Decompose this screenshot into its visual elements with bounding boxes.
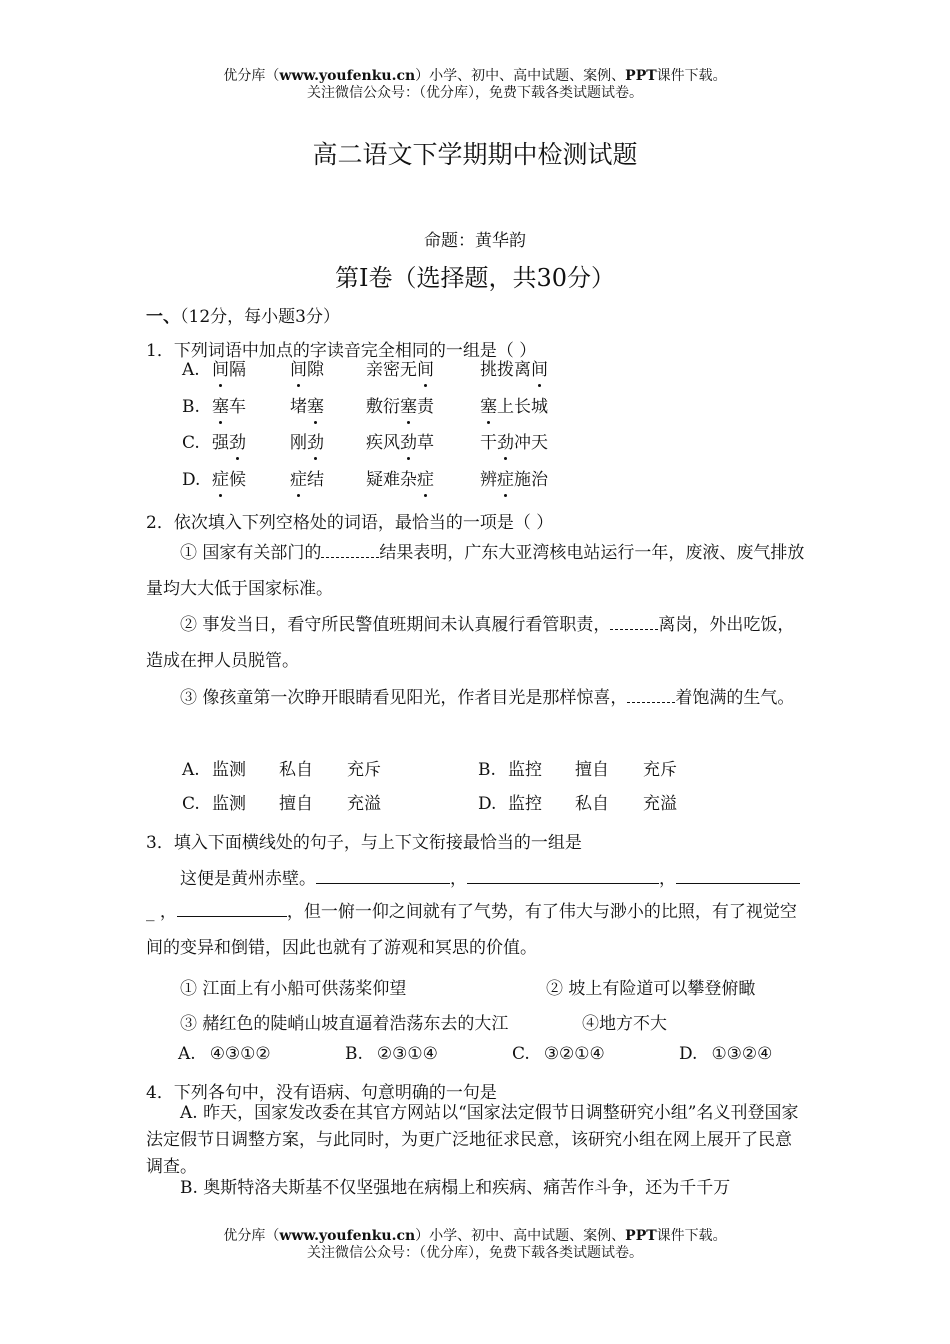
- word-part: 施治: [514, 470, 548, 490]
- q1-option-word: [290, 397, 324, 417]
- q3-option: [345, 1044, 438, 1064]
- q1-option-word: [212, 433, 246, 453]
- sentence-text: 结果表明，广东大亚湾核电站运行一年，废液、废气排放量均大大低于国家标准。: [146, 543, 805, 599]
- answer-blank: [177, 902, 287, 917]
- marked-character: 症: [212, 470, 229, 490]
- q1-option-word: [290, 470, 324, 490]
- answer-blank: [676, 869, 800, 884]
- question-3-choice-1: ① 江面上有小船可供荡桨仰望: [180, 979, 407, 999]
- answer-blank: [467, 869, 659, 884]
- q1-option-word: [212, 470, 246, 490]
- passage-text: ，: [659, 869, 676, 889]
- question-3-choice-4: ④地方不大: [582, 1014, 667, 1034]
- fill-blank: [321, 545, 379, 558]
- q2-option-label: C.: [182, 794, 200, 814]
- q1-option-word: [366, 433, 434, 453]
- word-part: 疾风: [366, 433, 400, 453]
- question-2-stem: 2．依次填入下列空格处的词语，最恰当的一项是（ ）: [146, 513, 554, 533]
- marked-character: 间: [417, 360, 434, 380]
- word-part: 结: [307, 470, 324, 490]
- question-1-stem: 1．下列词语中加点的字读音完全相同的一组是（ ）: [146, 341, 537, 361]
- marked-character: 间: [290, 360, 307, 380]
- q1-option-word: [480, 360, 548, 380]
- q2-option-word: 充溢: [347, 794, 381, 814]
- word-part: 刚: [290, 433, 307, 453]
- fill-blank: [610, 617, 658, 630]
- word-part: 草: [417, 433, 434, 453]
- question-3-stem: 3．填入下面横线处的句子，与上下文衔接最恰当的一组是: [146, 833, 582, 853]
- sentence-text: ③ 像孩童第一次睁开眼睛看见阳光，作者目光是那样惊喜，: [180, 688, 628, 708]
- q2-option-word: 充斥: [643, 760, 677, 780]
- header-ppt: PPT: [625, 68, 657, 84]
- q2-option-label: A.: [182, 760, 200, 780]
- q3-option-label: C.: [512, 1044, 530, 1064]
- header-text: ）小学、初中、高中试题、案例、: [415, 68, 626, 84]
- q3-option-label: A.: [178, 1044, 196, 1064]
- word-part: 冲天: [514, 433, 548, 453]
- q2-option-word: 监测: [212, 760, 246, 780]
- header-site-link[interactable]: www.youfenku.cn: [279, 68, 416, 84]
- q2-option-word: 充溢: [643, 794, 677, 814]
- q3-option: [512, 1044, 605, 1064]
- q2-option-word: 擅自: [575, 760, 609, 780]
- footer-text: 优分库（: [223, 1228, 280, 1244]
- q3-option-text: ③②①④: [543, 1044, 605, 1064]
- q1-option-word: [290, 433, 324, 453]
- q1-option-label: D.: [182, 470, 201, 490]
- marked-character: 间: [531, 360, 548, 380]
- q3-option-label: B.: [345, 1044, 363, 1064]
- word-part: 上长城: [497, 397, 548, 417]
- marked-character: 劲: [307, 433, 324, 453]
- passage-text: 这便是黄州赤壁。: [180, 869, 316, 889]
- passage-text: ，但一俯一仰之间就有了气势，有了伟大与渺小的比照，有了视觉空间的变异和倒错，因此也就有了游观和冥思的价值。: [146, 902, 797, 958]
- q1-option-word: [366, 397, 434, 417]
- word-part: 堵: [290, 397, 307, 417]
- word-part: 候: [229, 470, 246, 490]
- q1-option-label: C.: [182, 433, 200, 453]
- word-part: 隔: [229, 360, 246, 380]
- word-part: 疑难杂: [366, 470, 417, 490]
- question-3-passage: [146, 894, 808, 966]
- word-part: 强: [212, 433, 229, 453]
- q1-option-word: [290, 360, 324, 380]
- word-part: 干: [480, 433, 497, 453]
- author-line: 命题：黄华韵: [424, 231, 526, 251]
- q2-option-word: 擅自: [279, 794, 313, 814]
- header-line-1: [0, 68, 950, 85]
- marked-character: 劲: [229, 433, 246, 453]
- marked-character: 症: [417, 470, 434, 490]
- header-text: 课件下载。: [656, 68, 727, 84]
- marked-character: 症: [497, 470, 514, 490]
- answer-blank: [316, 869, 450, 884]
- marked-character: 间: [212, 360, 229, 380]
- q2-option-label: D.: [478, 794, 497, 814]
- word-part: 辨: [480, 470, 497, 490]
- question-4-option-b: B. 奥斯特洛夫斯基不仅坚强地在病榻上和疾病、痛苦作斗争，还为千千万: [180, 1178, 731, 1198]
- q1-option-word: [366, 360, 434, 380]
- q1-option-word: [212, 360, 246, 380]
- word-part: 挑拨离: [480, 360, 531, 380]
- word-part: 亲密无: [366, 360, 417, 380]
- question-2-sentence-1: [146, 535, 808, 607]
- fill-blank: [627, 690, 675, 703]
- q2-option-word: 充斥: [347, 760, 381, 780]
- sentence-text: 着饱满的生气。: [675, 688, 795, 708]
- q1-option-word: [480, 470, 548, 490]
- page-title: 高二语文下学期期中检测试题: [312, 140, 638, 169]
- passage-text: ，: [450, 869, 467, 889]
- section-heading: [146, 302, 340, 327]
- word-part: 车: [229, 397, 246, 417]
- question-4-stem: 4．下列各句中，没有语病、句意明确的一句是: [146, 1083, 497, 1103]
- question-2-sentence-3: [146, 680, 808, 716]
- q3-option-label: D.: [679, 1044, 698, 1064]
- marked-character: 塞: [400, 397, 417, 417]
- question-3-passage-line-1: [180, 864, 800, 889]
- footer-ppt: PPT: [625, 1228, 657, 1244]
- section-desc: （12分，每小题3分）: [180, 307, 340, 327]
- q2-option-word: 私自: [279, 760, 313, 780]
- q1-option-word: [366, 470, 434, 490]
- section-number: 一、: [146, 307, 180, 327]
- footer-line-2: 关注微信公众号：（优分库），免费下载各类试题试卷。: [307, 1245, 643, 1261]
- header-text: 优分库（: [223, 68, 280, 84]
- question-2-sentence-2: [146, 607, 808, 679]
- q1-option-label: B.: [182, 397, 200, 417]
- sentence-text: ② 事发当日，看守所民警值班期间未认真履行看管职责，: [180, 615, 611, 635]
- sentence-text: ① 国家有关部门的: [180, 543, 322, 563]
- footer-text: ）小学、初中、高中试题、案例、: [415, 1228, 626, 1244]
- passage-text: ，: [159, 902, 177, 922]
- q2-option-word: 监控: [508, 760, 542, 780]
- page-footer: [0, 1228, 950, 1262]
- marked-character: 劲: [497, 433, 514, 453]
- marked-character: 塞: [307, 397, 324, 417]
- question-4-option-a: A. 昨天，国家发改委在其官方网站以“国家法定假节日调整研究小组”名义刊登国家法定假节日调整方案，与此同时，为更广泛地征求民意，该研究小组在网上展开了民意调查。: [146, 1103, 799, 1177]
- marked-character: 劲: [400, 433, 417, 453]
- word-part: 隙: [307, 360, 324, 380]
- footer-line-1: [0, 1228, 950, 1245]
- q2-option-word: 监测: [212, 794, 246, 814]
- word-part: 责: [417, 397, 434, 417]
- q2-option-word: 监控: [508, 794, 542, 814]
- q3-option-text: ②③①④: [376, 1044, 438, 1064]
- q2-option-word: 私自: [575, 794, 609, 814]
- q3-option-text: ④③①②: [209, 1044, 271, 1064]
- q3-option: [178, 1044, 271, 1064]
- volume-heading: 第Ⅰ卷（选择题，共30分）: [334, 264, 616, 292]
- passage-text: _: [146, 902, 155, 922]
- header-line-2: 关注微信公众号：（优分库），免费下载各类试题试卷。: [307, 85, 643, 101]
- marked-character: 塞: [212, 397, 229, 417]
- question-3-choice-2: ② 坡上有险道可以攀登俯瞰: [546, 979, 756, 999]
- marked-character: 症: [290, 470, 307, 490]
- footer-text: 课件下载。: [656, 1228, 727, 1244]
- word-part: 敷衍: [366, 397, 400, 417]
- q2-option-label: B.: [478, 760, 496, 780]
- q1-option-word: [212, 397, 246, 417]
- marked-character: 塞: [480, 397, 497, 417]
- q1-option-word: [480, 397, 548, 417]
- page-header: [0, 68, 950, 102]
- q1-option-label: A.: [182, 360, 200, 380]
- q1-option-word: [480, 433, 548, 453]
- q3-option-text: ①③②④: [711, 1044, 773, 1064]
- q3-option: [679, 1044, 772, 1064]
- question-3-choice-3: ③ 赭红色的陡峭山坡直逼着浩荡东去的大江: [180, 1014, 509, 1034]
- sentence-text: 离岗，外出吃饭，造成在押人员脱管。: [146, 615, 795, 671]
- footer-site-link[interactable]: www.youfenku.cn: [279, 1228, 416, 1244]
